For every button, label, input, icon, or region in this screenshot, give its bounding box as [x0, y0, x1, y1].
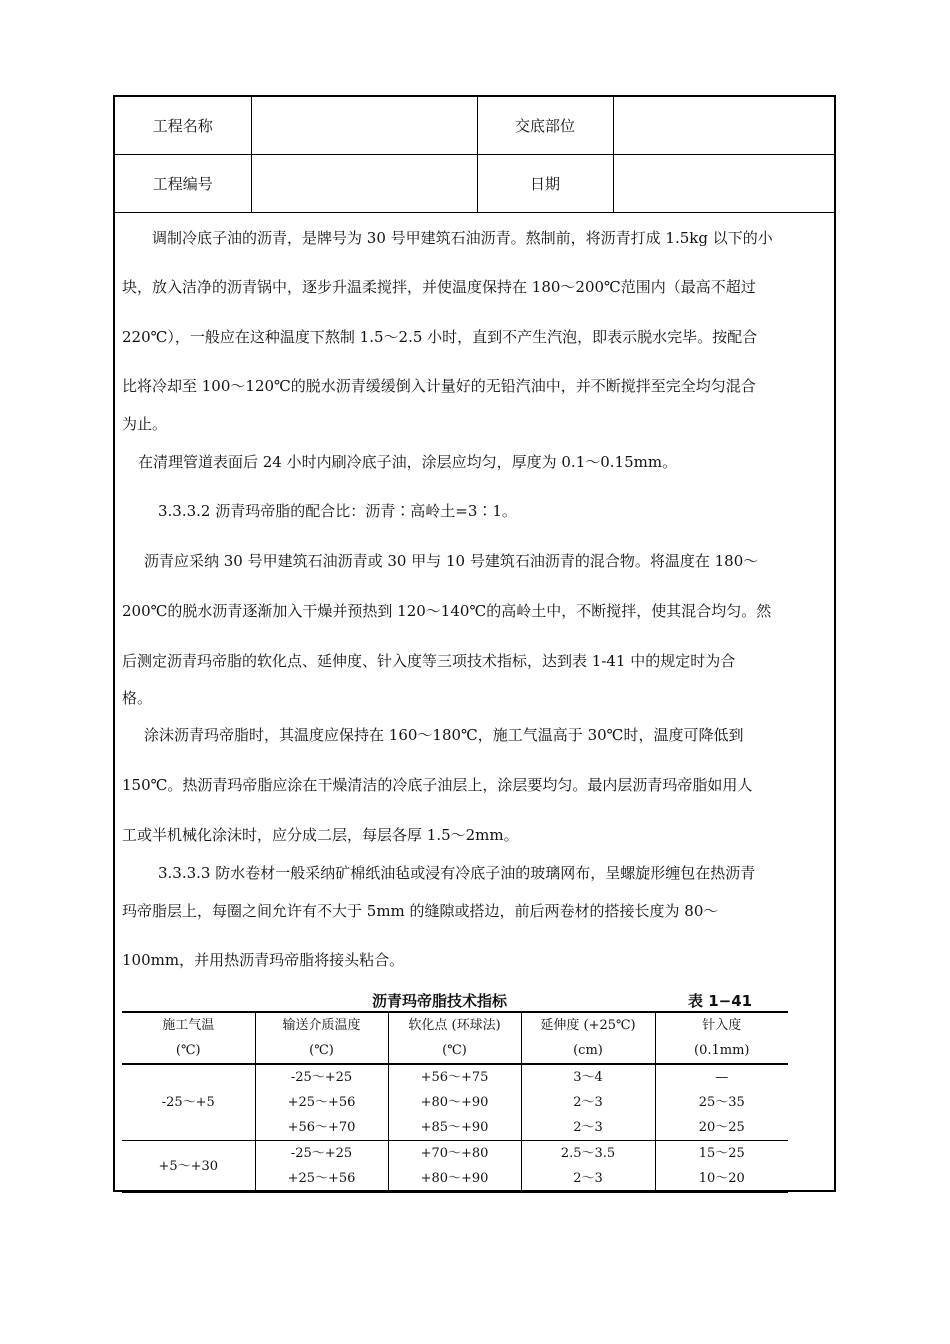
p5-line: 涂沫沥青玛帝脂时，其温度应保持在 160～180℃，施工气温高于 30℃时，温度可降低到 [144, 726, 744, 744]
p1-line: 220℃），一般应在这种温度下熬制 1.5～2.5 小时，直到不产生汽泡，即表示脱水完毕。按配合 [122, 328, 758, 346]
part-value [613, 97, 834, 155]
project-name-value [251, 97, 477, 155]
table-cell: +56～+75 [388, 1064, 521, 1090]
p4-line: 格。 [122, 689, 153, 707]
table-cell: — [715, 1070, 729, 1085]
p6-line: 玛帝脂层上，每圈之间允许有不大于 5mm 的缝隙或搭边，前后两卷材的搭接长度为 80～ [122, 902, 719, 920]
p6-line: 100mm，并用热沥青玛帝脂将接头粘合。 [122, 951, 405, 969]
table-cell: 20～25 [698, 1120, 745, 1135]
spec-table [122, 1011, 788, 1193]
table-cell: -25～+25 [255, 1064, 388, 1090]
part-label: 交底部位 [477, 97, 613, 155]
table-cell: +70～+80 [388, 1141, 521, 1167]
table-cell: +25～+56 [255, 1166, 388, 1192]
ambient-cell: +5～+30 [122, 1141, 255, 1193]
col-header-ductility: 延伸度 (+25℃) (cm) [521, 1012, 655, 1064]
table-cell: 2～3 [521, 1090, 655, 1115]
p1-line: 块，放入洁净的沥青锅中，逐步升温柔搅拌，并使温度保持在 180～200℃范围内（最高不超过 [122, 278, 756, 296]
p2: 在清理管道表面后 24 小时内刷冷底子油，涂层应均匀，厚度为 0.1～0.15mm。 [138, 453, 678, 471]
table-cell: +80～+90 [388, 1090, 521, 1115]
col-header-softening: 软化点 (环球法) (℃) [388, 1012, 521, 1064]
table-row [122, 1141, 788, 1167]
table-cell: +80～+90 [388, 1166, 521, 1192]
col-header-penetration: 针入度 (0.1mm) [655, 1012, 788, 1064]
project-name-label: 工程名称 [115, 97, 251, 155]
table-cell: 25～35 [698, 1095, 745, 1110]
section-3-3-3-3: 3.3.3.3 防水卷材一般采纳矿棉纸油毡或浸有冷底子油的玻璃网布，呈螺旋形缠包在热沥青 [158, 864, 756, 882]
p1-line: 比将冷却至 100～120℃的脱水沥青缓缓倒入计量好的无铅汽油中，并不断搅拌至完全均匀混合 [122, 377, 756, 395]
table-title: 沥青玛帝脂技术指标 [372, 992, 508, 1010]
p1-line: 为止。 [122, 415, 168, 433]
col-header-ambient: 施工气温 (℃) [122, 1012, 255, 1064]
table-header-row [122, 1012, 788, 1064]
date-value [613, 155, 834, 213]
table-cell: 2.5～3.5 [521, 1141, 655, 1167]
project-no-label: 工程编号 [115, 155, 251, 213]
ambient-cell: -25～+5 [122, 1064, 255, 1141]
p4-line: 200℃的脱水沥青逐渐加入干燥并预热到 120～140℃的高岭土中，不断搅拌，使其混合均匀。然 [122, 602, 772, 620]
table-row [122, 1064, 788, 1090]
p5-line: 150℃。热沥青玛帝脂应涂在干燥清洁的冷底子油层上，涂层要均匀。最内层沥青玛帝脂如用人 [122, 776, 753, 794]
p4-line: 后测定沥青玛帝脂的软化点、延伸度、针入度等三项技术指标，达到表 1-41 中的规定时为合 [122, 652, 736, 670]
table-cell: +85～+90 [388, 1115, 521, 1141]
p1-line: 调制冷底子油的沥青，是牌号为 30 号甲建筑石油沥青。熬制前，将沥青打成 1.5kg 以下的小 [152, 229, 773, 247]
table-cell: +56～+70 [255, 1115, 388, 1141]
table-cell: 2～3 [521, 1115, 655, 1141]
col-header-medium-temp: 输送介质温度 (℃) [255, 1012, 388, 1064]
table-cell: +25～+56 [255, 1090, 388, 1115]
date-label: 日期 [477, 155, 613, 213]
table-cell: 2～3 [521, 1166, 655, 1192]
p5-line: 工或半机械化涂沫时，应分成二层，每层各厚 1.5～2mm。 [122, 826, 519, 844]
header-table [115, 97, 834, 213]
table-cell: 10～20 [698, 1171, 745, 1186]
table-cell: 3～4 [521, 1064, 655, 1090]
table-number: 表 1−41 [688, 992, 753, 1010]
table-cell: -25～+25 [255, 1141, 388, 1167]
p4-line: 沥青应采纳 30 号甲建筑石油沥青或 30 甲与 10 号建筑石油沥青的混合物。将温度在 180～ [144, 552, 759, 570]
section-3-3-3-2: 3.3.3.2 沥青玛帝脂的配合比：沥青∶高岭土=3∶1。 [158, 502, 517, 520]
table-cell: 15～25 [698, 1146, 745, 1161]
project-no-value [251, 155, 477, 213]
